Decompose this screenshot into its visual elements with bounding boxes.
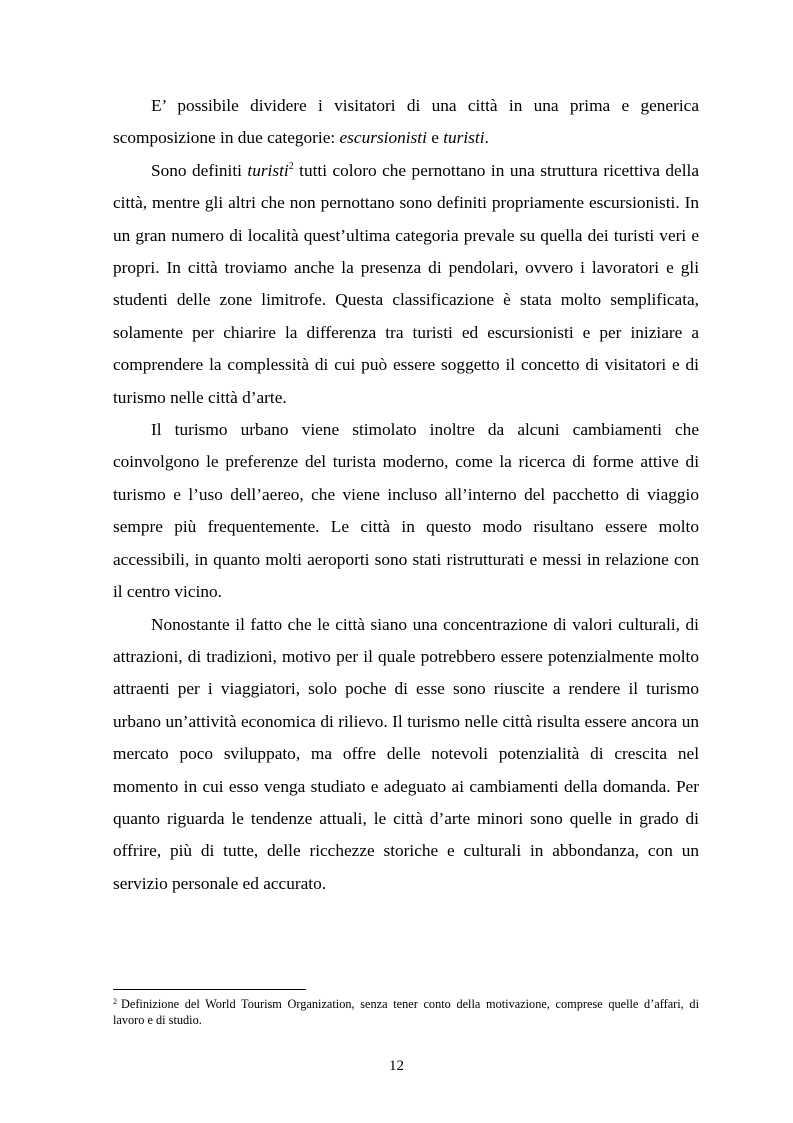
paragraph-3: Il turismo urbano viene stimolato inoltre da alcuni cambiamenti che coinvolgono le preferenze del turista moderno, come la ricerca di forme attive di turismo e l’uso dell’aereo, che viene incluso all’interno del pacchetto di viaggio sempre più frequentemente. Le città in questo modo risultano essere molto accessibili, in quanto molti aeroporti sono stati ristrutturati e messi in relazione con il centro vicino. — [113, 420, 699, 602]
term-turisti: turisti — [443, 128, 485, 148]
page-number: 12 — [389, 1058, 404, 1074]
paragraph-2 — [113, 155, 699, 414]
body-text — [113, 90, 699, 900]
paragraph-1 — [113, 90, 699, 155]
paragraph-1-text-c: . — [484, 128, 489, 148]
term-turisti-defined: turisti — [247, 160, 289, 180]
term-escursionisti: escursionisti — [339, 128, 427, 148]
footnote-reference[interactable]: 2 — [288, 160, 294, 172]
paragraph-1-text-b: e — [426, 128, 444, 148]
footnote-marker: 2 — [113, 997, 117, 1006]
footnote-separator — [113, 989, 306, 990]
paragraph-4: Nonostante il fatto che le città siano una concentrazione di valori culturali, di attrazioni, di tradizioni, motivo per il quale potrebbero essere potenzialmente molto attraenti per i viaggiatori, solo poche di esse sono riuscite a rendere il turismo urbano un’attività economica di rilievo. Il turismo nelle città risulta essere ancora un mercato poco sviluppato, ma offre delle notevoli potenzialità di crescita nel momento in cui esso venga studiato e adeguato ai cambiamenti della domanda. Per quanto riguarda le tendenze attuali, le città d’arte minori sono quelle in grado di offrire, più di tutte, delle ricchezze storiche e culturali in abbondanza, con un servizio personale ed accurato. — [113, 614, 699, 893]
paragraph-2-text-a: Sono definiti — [151, 160, 248, 180]
footnote-text: Definizione del World Tourism Organization, senza tener conto della motivazione, comprese quelle d’affari, di lavoro e di studio. — [113, 997, 699, 1027]
paragraph-1-text-a: E’ possibile dividere i visitatori di una città in una prima e generica scomposizione in due categorie: — [113, 96, 699, 148]
footnote — [113, 996, 699, 1028]
paragraph-2-text-b: tutti coloro che pernottano in una struttura ricettiva della città, mentre gli altri che non pernottano sono definiti propriamente escursionisti. In un gran numero di località quest’ultima categoria prevale su quella dei turisti veri e propri. In città troviamo anche la presenza di pendolari, ovvero i lavoratori e gli studenti delle zone limitrofe. Questa classificazione è stata molto semplificata, solamente per chiarire la differenza tra turisti ed escursionisti e per iniziare a comprendere la complessità di cui può essere soggetto il concetto di visitatori e di turismo nelle città d’arte. — [113, 160, 699, 407]
